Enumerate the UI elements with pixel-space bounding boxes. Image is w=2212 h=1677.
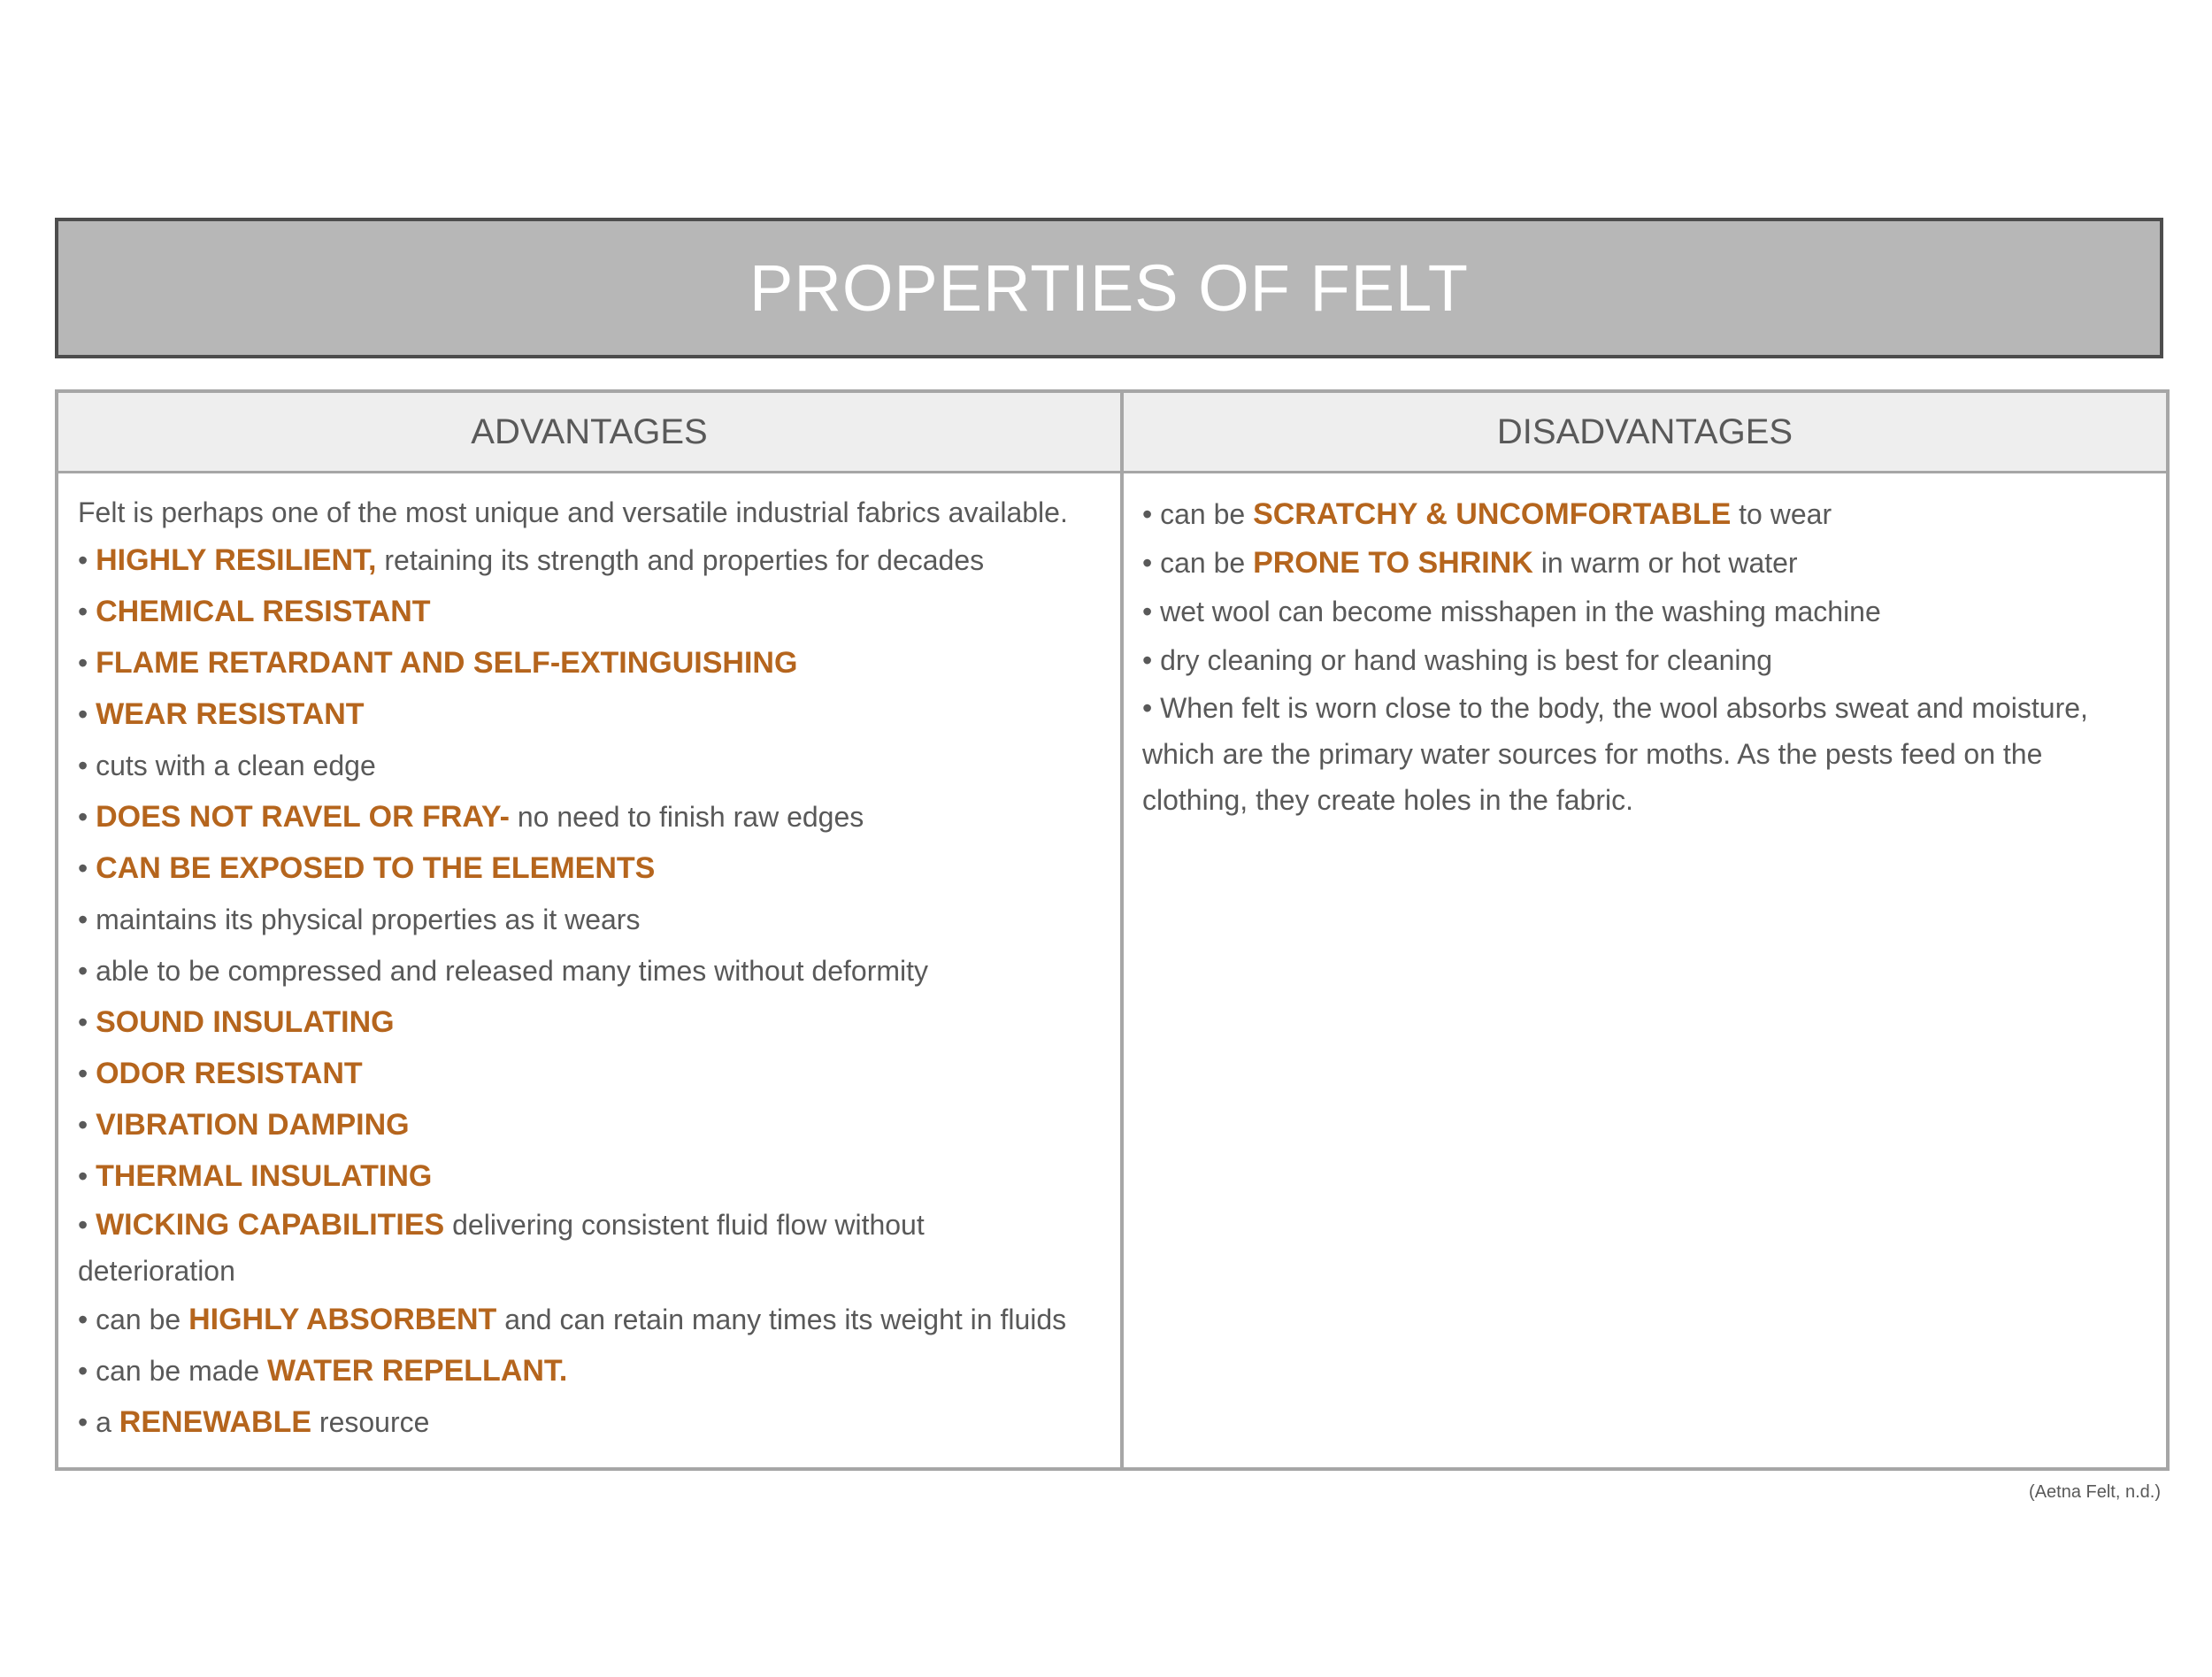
disadvantages-column: [1142, 490, 2160, 823]
advantage-item: [78, 1294, 1113, 1345]
citation-footnote: (Aetna Felt, n.d.): [2029, 1482, 2161, 1502]
item-text: • wet wool can become misshapen in the washing machine: [1142, 596, 1881, 627]
item-highlight: SOUND INSULATING: [96, 1005, 395, 1039]
item-text: •: [78, 596, 96, 627]
item-text: retaining its strength and properties for decades: [376, 544, 985, 576]
advantage-item: [78, 1099, 1113, 1150]
advantage-item: [78, 1396, 1113, 1448]
advantage-item: [78, 637, 1113, 688]
item-highlight: PRONE TO SHRINK: [1253, 546, 1533, 580]
item-text: •: [78, 698, 96, 730]
item-highlight: VIBRATION DAMPING: [96, 1108, 410, 1142]
disadvantage-item: [1142, 685, 2138, 823]
item-highlight: CHEMICAL RESISTANT: [96, 595, 431, 628]
disadvantage-item: [1142, 490, 2160, 539]
advantage-item: [78, 1048, 1113, 1099]
advantage-item: [78, 1202, 1007, 1294]
item-text: and can retain many times its weight in fluids: [496, 1304, 1067, 1335]
item-text: •: [78, 1209, 96, 1241]
item-text: • cuts with a clean edge: [78, 750, 376, 781]
advantage-item: [78, 1345, 1113, 1396]
item-highlight: HIGHLY ABSORBENT: [188, 1303, 497, 1336]
item-text: in warm or hot water: [1532, 547, 1798, 579]
item-text: to wear: [1731, 498, 1832, 530]
item-highlight: WEAR RESISTANT: [96, 697, 365, 731]
item-text: • able to be compressed and released many times without deformity: [78, 955, 929, 987]
item-text: •: [78, 544, 96, 576]
advantage-item: [78, 586, 1113, 637]
disadvantage-item: [1142, 539, 2160, 588]
item-text: •: [78, 1058, 96, 1089]
item-highlight: CAN BE EXPOSED TO THE ELEMENTS: [96, 851, 656, 885]
advantage-item: [78, 791, 1113, 842]
advantage-item: [78, 894, 1113, 945]
item-highlight: SCRATCHY & UNCOMFORTABLE: [1253, 497, 1732, 531]
item-text: • dry cleaning or hand washing is best for cleaning: [1142, 644, 1773, 676]
item-highlight: WICKING CAPABILITIES: [96, 1208, 445, 1242]
item-highlight: RENEWABLE: [119, 1405, 312, 1439]
item-text: •: [78, 1160, 96, 1192]
item-highlight: FLAME RETARDANT AND SELF-EXTINGUISHING: [96, 646, 798, 680]
advantages-column: [78, 490, 1113, 1448]
advantage-item: [78, 945, 1113, 996]
advantage-item: [78, 1150, 1113, 1202]
disadvantages-header: DISADVANTAGES: [1496, 412, 1793, 451]
advantage-item: [78, 842, 1113, 894]
item-text: • maintains its physical properties as it wears: [78, 904, 641, 935]
column-divider: [1120, 393, 1124, 1467]
advantages-header: ADVANTAGES: [471, 412, 708, 451]
item-text: •: [78, 852, 96, 884]
advantage-item: [78, 688, 1113, 740]
disadvantage-item: [1142, 588, 2160, 636]
item-text: • a: [78, 1406, 119, 1438]
advantage-item: [78, 740, 1113, 791]
item-highlight: ODOR RESISTANT: [96, 1057, 363, 1090]
page-title: PROPERTIES OF FELT: [749, 251, 1469, 325]
item-text: •: [78, 801, 96, 833]
item-text: • can be: [1142, 498, 1254, 530]
item-highlight: WATER REPELLANT.: [267, 1354, 568, 1388]
item-text: • can be: [1142, 547, 1254, 579]
disadvantage-item: [1142, 636, 2160, 685]
advantages-intro: Felt is perhaps one of the most unique and versatile industrial fabrics available.: [78, 496, 1068, 528]
item-text: •: [78, 1109, 96, 1141]
item-text: •: [78, 647, 96, 679]
item-text: • can be made: [78, 1355, 267, 1387]
item-text: delivering consistent fluid flow without deterioration: [78, 1209, 925, 1287]
item-text: • can be: [78, 1304, 189, 1335]
item-text: • When felt is worn close to the body, the wool absorbs sweat and moisture, which are the primary water sources for moths. As the pests feed on the clothing, they create holes in the fabric.: [1142, 692, 2088, 816]
item-text: resource: [311, 1406, 430, 1438]
advantage-item: [78, 996, 1113, 1048]
properties-table: [55, 389, 2170, 1471]
item-text: no need to finish raw edges: [509, 801, 864, 833]
advantage-item: [78, 535, 1113, 586]
title-banner: [55, 218, 2163, 358]
item-highlight: DOES NOT RAVEL OR FRAY-: [96, 800, 510, 834]
item-highlight: THERMAL INSULATING: [96, 1159, 433, 1193]
item-highlight: HIGHLY RESILIENT,: [96, 543, 377, 577]
item-text: •: [78, 1006, 96, 1038]
